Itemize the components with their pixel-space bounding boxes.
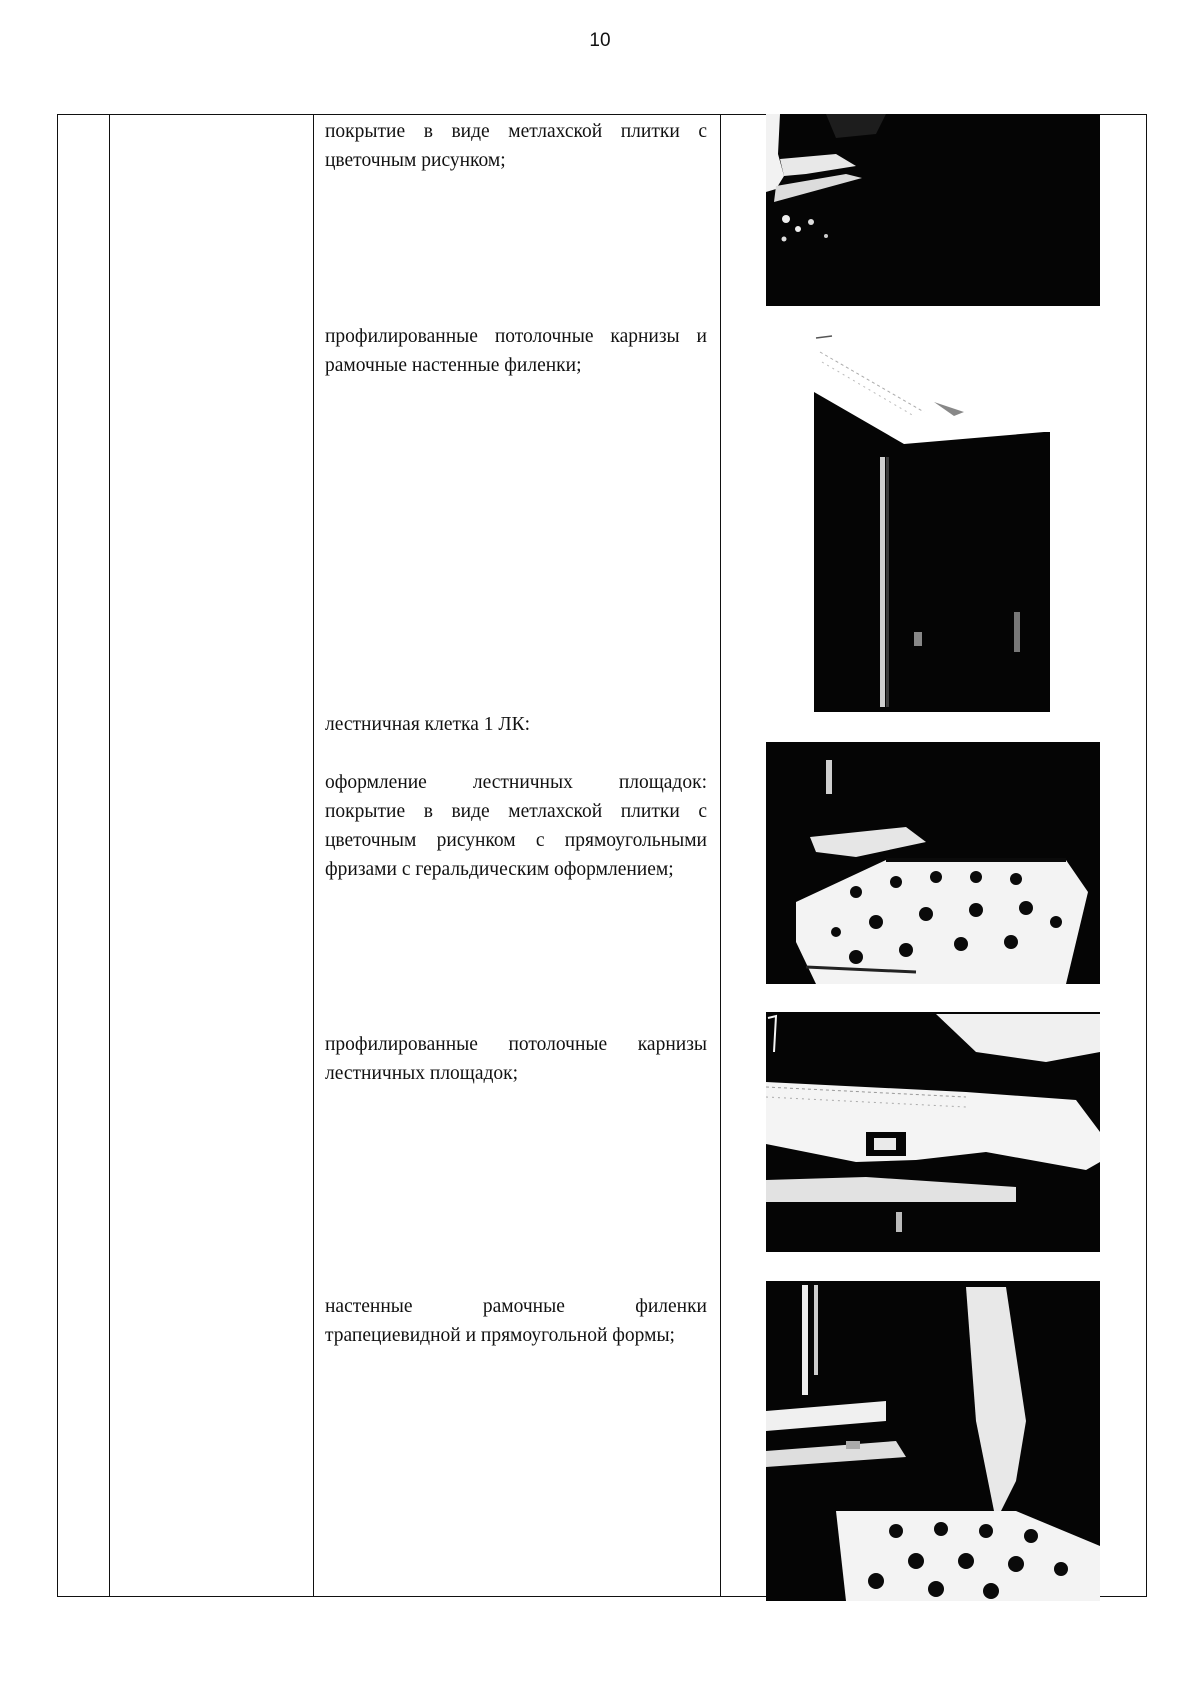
column-divider-1 [109, 115, 110, 1596]
page-number: 10 [589, 30, 611, 51]
column-divider-3 [720, 115, 721, 1596]
photo-landing-floor [766, 742, 1100, 984]
photo-ceiling-cornice [814, 332, 1050, 712]
row-text-ceiling-cornice: профилированные потолочные карнизы и рамочные настенные филенки; [325, 326, 707, 376]
row-text-floor-tile: покрытие в виде метлахской плитки с цветочным рисунком; [325, 121, 707, 171]
row-text-landing-decoration: оформление лестничных площадок: покрытие в виде метлахской плитки с цветочным рисунком с прямоугольными фризами с геральдическим оформлением; [325, 772, 707, 880]
row-text-ceiling-cornice-landings: профилированные потолочные карнизы лестничных площадок; [325, 1034, 707, 1084]
photo-wall-panels [766, 1281, 1100, 1601]
photo-floor-tile [766, 114, 1100, 306]
row-text-staircase-heading: лестничная клетка 1 ЛК: [325, 714, 531, 735]
column-divider-2 [313, 115, 314, 1596]
row-text-wall-panels: настенные рамочные филенки трапециевидной и прямоугольной формы; [325, 1296, 707, 1346]
photo-landing-cornice [766, 1012, 1100, 1252]
